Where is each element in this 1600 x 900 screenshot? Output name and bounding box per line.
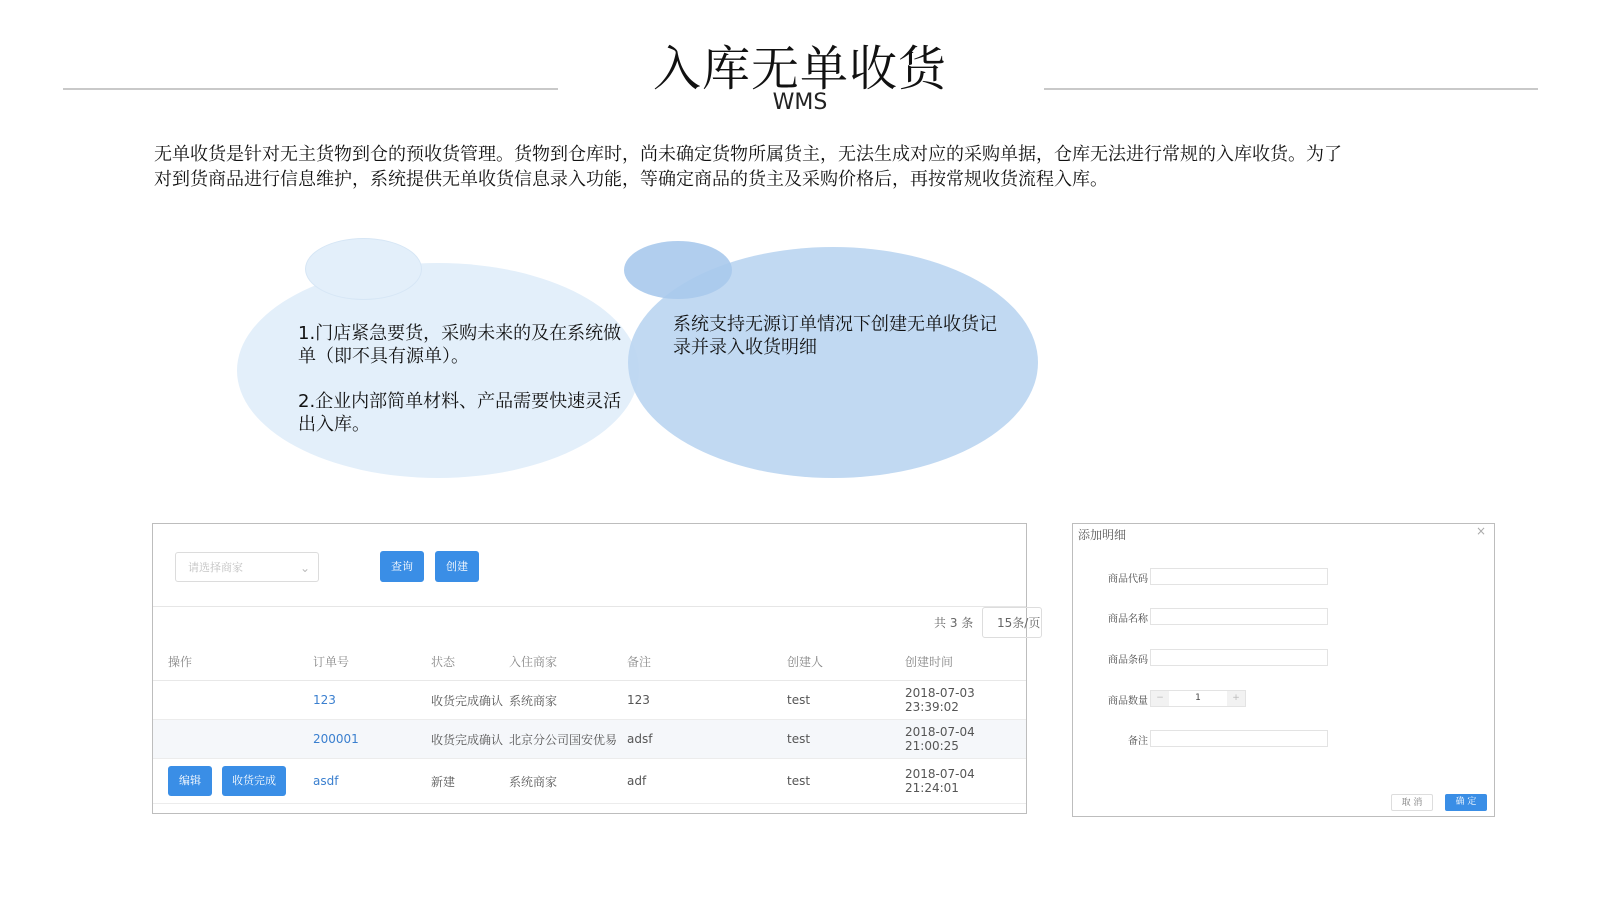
total-count: 共 3 条 (934, 616, 974, 630)
note-input[interactable] (1150, 730, 1328, 747)
add-detail-dialog (1072, 523, 1495, 817)
field-row-note (1073, 730, 1493, 748)
right-bubble-text: 系统支持无源订单情况下创建无单收货记录并录入收货明细 (673, 314, 997, 358)
col-header-note: 备注 (627, 642, 787, 681)
edit-button[interactable]: 编辑 (168, 766, 212, 796)
merchant-select[interactable] (175, 552, 319, 582)
col-header-creator: 创建人 (787, 642, 905, 681)
row-note: adf (627, 759, 787, 804)
qty-label: 商品数量 (1108, 696, 1148, 707)
name-input[interactable] (1150, 608, 1328, 625)
left-bubble-text (298, 322, 628, 458)
row-time: 2018-07-04 21:24:01 (905, 759, 1026, 804)
quantity-value: 1 (1195, 693, 1201, 703)
row-creator: test (787, 681, 905, 720)
barcode-label: 商品条码 (1108, 655, 1148, 666)
complete-receipt-button[interactable]: 收货完成 (222, 766, 286, 796)
field-row-barcode (1073, 649, 1493, 667)
field-row-qty (1073, 690, 1493, 708)
table-header-row (153, 642, 1026, 681)
order-link[interactable]: 123 (313, 681, 431, 720)
chevron-down-icon: ⌄ (299, 561, 310, 575)
bubble-item-1: 1.门店紧急要货，采购未来的及在系统做单（即不具有源单）。 (298, 323, 622, 367)
row-merchant: 北京分公司国安优易 (509, 720, 627, 759)
table-row (153, 681, 1026, 720)
row-status: 收货完成确认 (431, 681, 509, 720)
row-note: adsf (627, 720, 787, 759)
row-merchant: 系统商家 (509, 681, 627, 720)
confirm-button[interactable]: 确 定 (1445, 794, 1487, 811)
receipt-table (153, 642, 1026, 804)
intro-paragraph: 无单收货是针对无主货物到仓的预收货管理。货物到仓库时，尚未确定货物所属货主，无法生成对应的采购单据，仓库无法进行常规的入库收货。为了对到货商品进行信息维护，系统提供无单收货信息录入功能，等确定商品的货主及采购价格后，再按常规收货流程入库。 (154, 144, 1342, 190)
note-label: 备注 (1128, 736, 1148, 747)
table-row (153, 759, 1026, 804)
col-header-action: 操作 (153, 642, 313, 681)
create-button[interactable]: 创建 (435, 551, 479, 582)
barcode-input[interactable] (1150, 649, 1328, 666)
row-creator: test (787, 759, 905, 804)
bubble-item-2: 2.企业内部简单材料、产品需要快速灵活出入库。 (298, 391, 622, 435)
col-header-order: 订单号 (313, 642, 431, 681)
row-status: 收货完成确认 (431, 720, 509, 759)
order-link[interactable]: 200001 (313, 720, 431, 759)
close-icon[interactable]: × (1475, 524, 1486, 538)
row-actions (153, 681, 313, 720)
table-row (153, 720, 1026, 759)
right-bubble-small (624, 241, 732, 299)
minus-icon[interactable]: − (1151, 691, 1169, 706)
row-note: 123 (627, 681, 787, 720)
name-label: 商品名称 (1108, 614, 1148, 625)
quantity-stepper[interactable] (1150, 690, 1246, 707)
code-label: 商品代码 (1108, 574, 1148, 585)
receipt-list-panel (152, 523, 1041, 814)
code-input[interactable] (1150, 568, 1328, 585)
col-header-merchant: 入住商家 (509, 642, 627, 681)
field-row-code (1073, 568, 1493, 586)
order-link[interactable]: asdf (313, 759, 431, 804)
row-actions (153, 759, 313, 804)
dialog-title: 添加明细 (1078, 528, 1127, 542)
col-header-time: 创建时间 (905, 642, 1026, 681)
page-title: 入库无单收货 (652, 41, 947, 97)
cancel-button[interactable]: 取 消 (1391, 794, 1433, 811)
merchant-select-placeholder: 请选择商家 (188, 561, 243, 574)
query-button[interactable]: 查询 (380, 551, 424, 582)
row-time: 2018-07-03 23:39:02 (905, 681, 1026, 720)
col-header-status: 状态 (431, 642, 509, 681)
filter-bar (153, 524, 1026, 607)
left-bubble-small (305, 238, 422, 300)
row-merchant: 系统商家 (509, 759, 627, 804)
row-time: 2018-07-04 21:00:25 (905, 720, 1026, 759)
row-status: 新建 (431, 759, 509, 804)
row-actions (153, 720, 313, 759)
page-size-select[interactable]: 15条/页 (982, 607, 1042, 638)
page-subtitle: WMS (772, 90, 828, 115)
field-row-name (1073, 608, 1493, 626)
plus-icon[interactable]: + (1227, 691, 1245, 706)
row-creator: test (787, 720, 905, 759)
